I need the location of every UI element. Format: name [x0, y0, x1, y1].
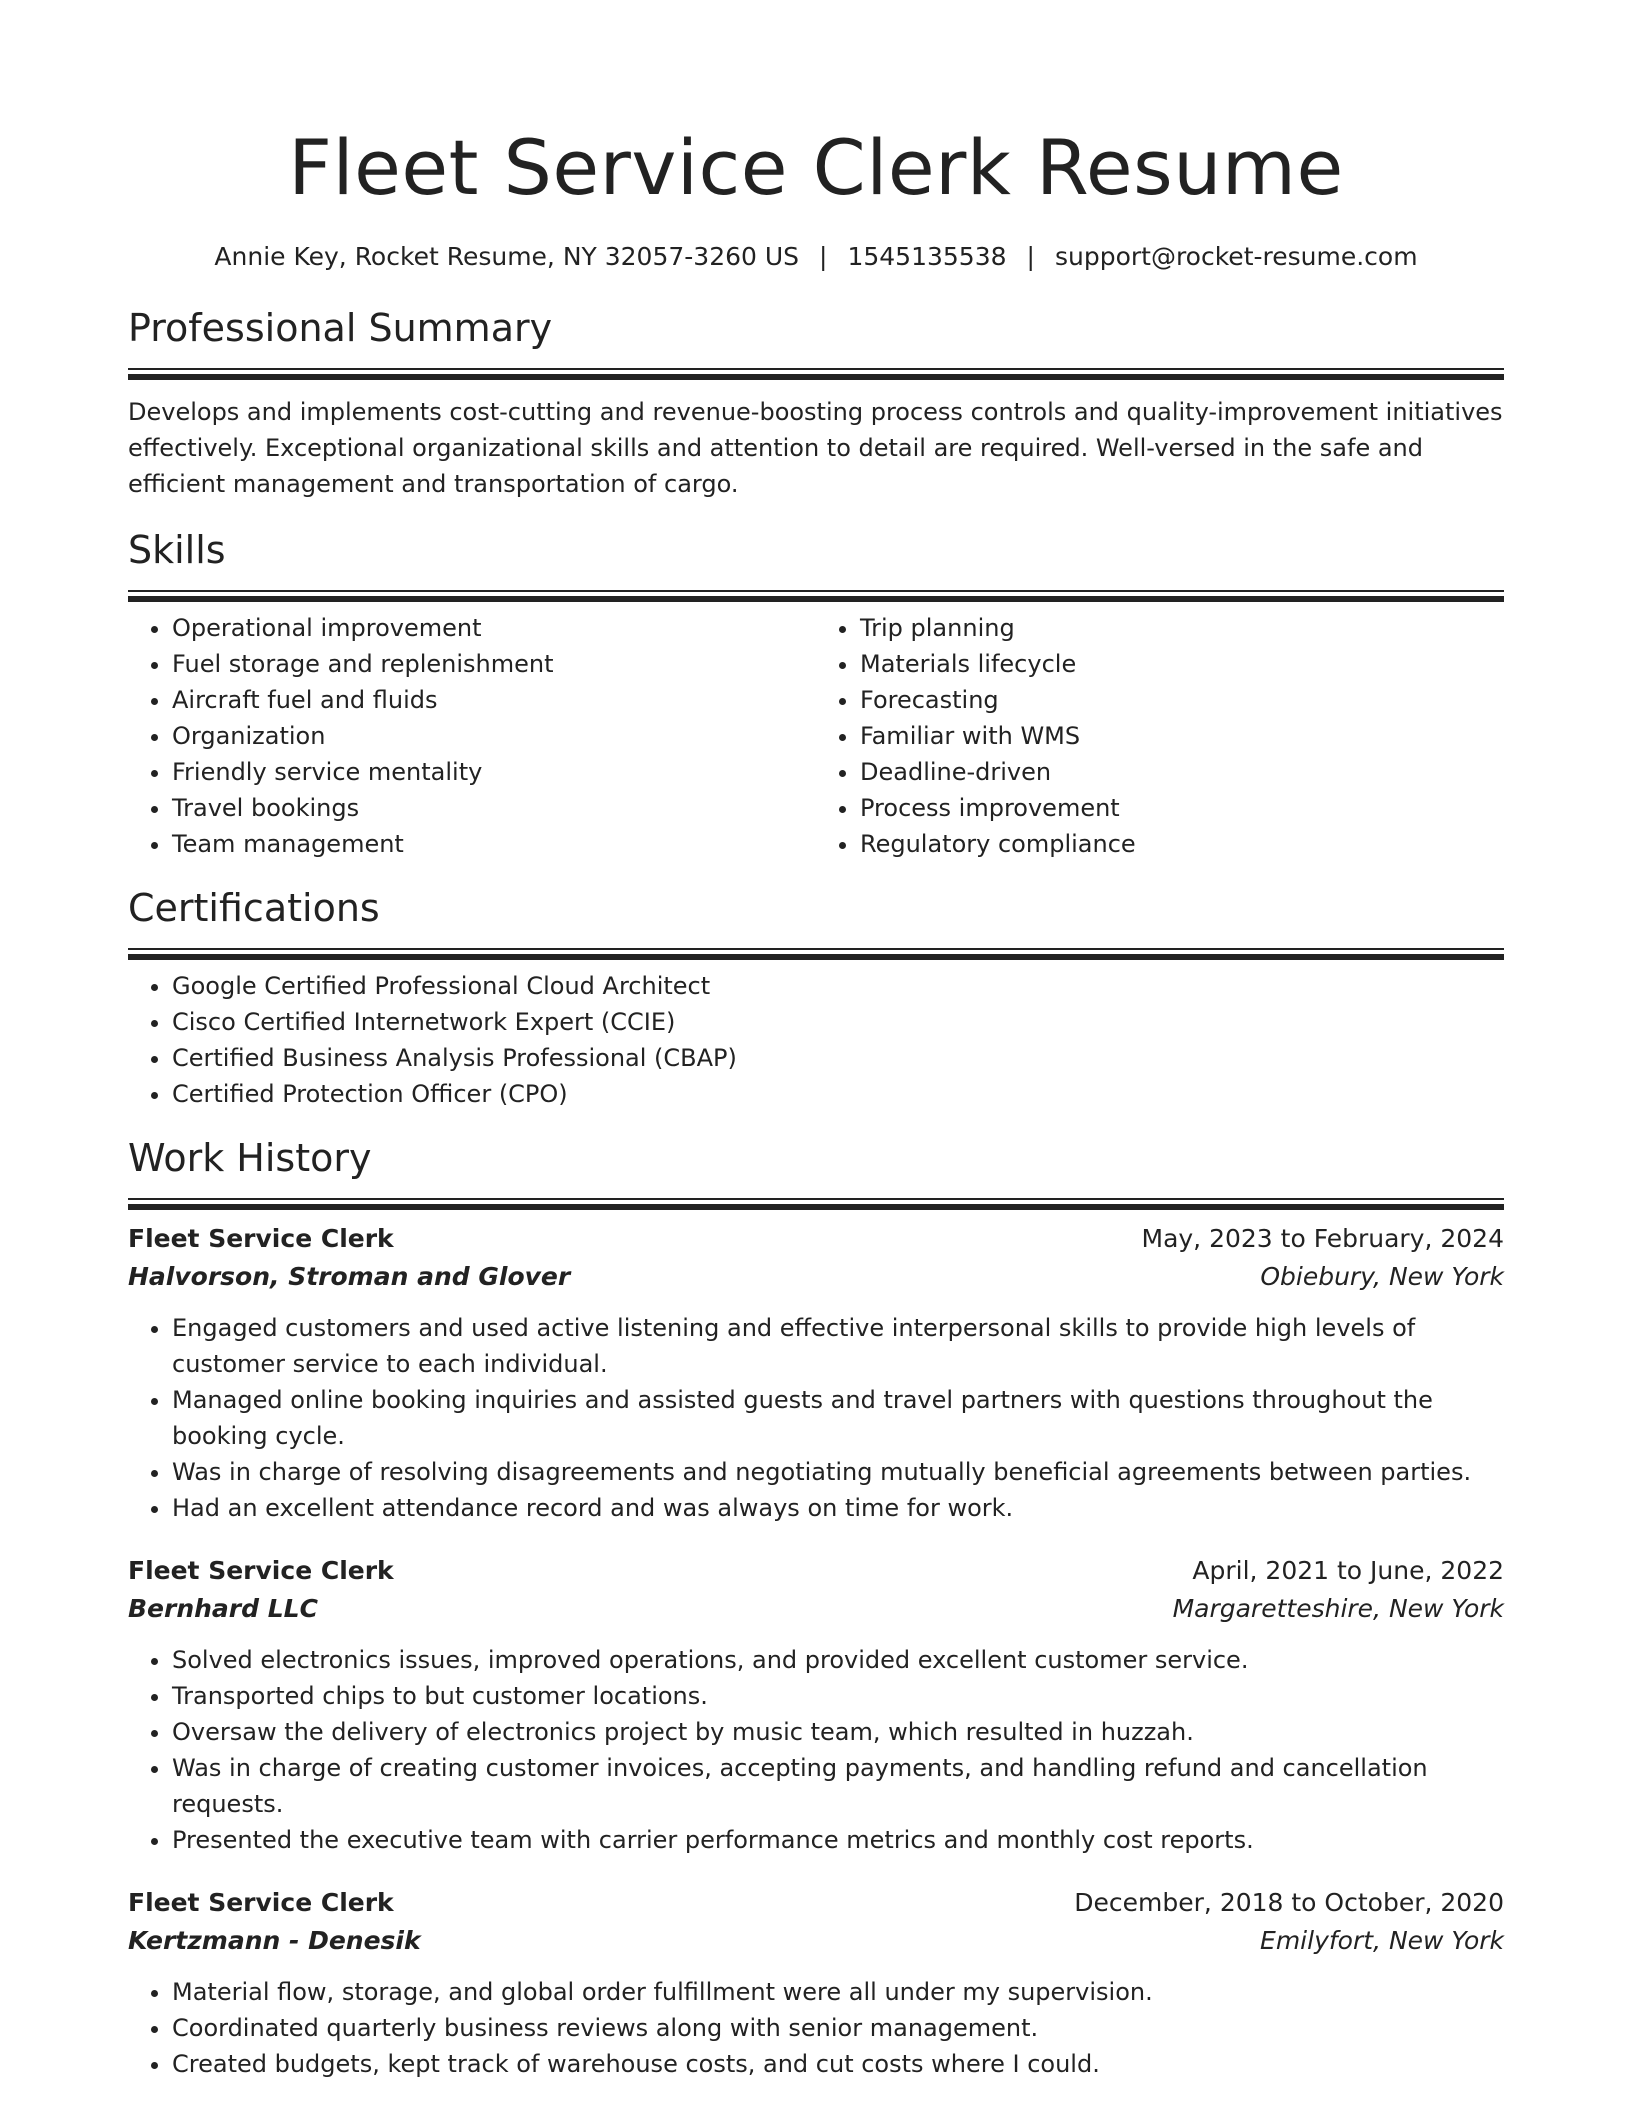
- job-header-row: [128, 1884, 1504, 1922]
- skill-item: • Organization: [172, 718, 816, 754]
- contact-phone: 1545135538: [847, 242, 1007, 271]
- job-bullet: • Engaged customers and used active listening and effective interpersonal skills to provide high levels of customer service to each individual.: [172, 1310, 1504, 1382]
- job-company-row: [128, 1922, 1504, 1960]
- job-location: Emilyfort, New York: [1260, 1926, 1504, 1955]
- work-history-section: [128, 1134, 1504, 2082]
- section-divider: [128, 1198, 1504, 1208]
- skill-item: • Trip planning: [860, 610, 1504, 646]
- skills-list-left: [128, 610, 816, 862]
- job-bullets: [128, 1642, 1504, 1858]
- job-dates: December, 2018 to October, 2020: [1074, 1888, 1504, 1917]
- job-company-row: [128, 1590, 1504, 1628]
- job-bullet: • Was in charge of creating customer invoices, accepting payments, and handling refund and cancellation requests.: [172, 1750, 1504, 1822]
- certification-item: • Google Certified Professional Cloud Architect: [172, 968, 1504, 1004]
- job-bullet: • Solved electronics issues, improved operations, and provided excellent customer service.: [172, 1642, 1504, 1678]
- skill-item: • Team management: [172, 826, 816, 862]
- job-location: Obiebury, New York: [1260, 1262, 1504, 1291]
- job-header-row: [128, 1552, 1504, 1590]
- job-bullet: • Material flow, storage, and global order fulfillment were all under my supervision.: [172, 1974, 1504, 2010]
- contact-separator: |: [1026, 242, 1035, 271]
- work-history-heading: Work History: [128, 1136, 372, 1180]
- skills-list-right: [816, 610, 1504, 862]
- contact-separator: |: [819, 242, 828, 271]
- job-entry: [128, 1552, 1504, 1858]
- section-divider: [128, 948, 1504, 958]
- certification-item: • Certified Protection Officer (CPO): [172, 1076, 1504, 1112]
- skill-item: • Operational improvement: [172, 610, 816, 646]
- job-company: Kertzmann - Denesik: [128, 1926, 421, 1955]
- summary-heading: Professional Summary: [128, 306, 553, 350]
- skills-grid: [128, 610, 1504, 862]
- certification-item: • Cisco Certified Internetwork Expert (CCIE): [172, 1004, 1504, 1040]
- job-company-row: [128, 1258, 1504, 1296]
- job-bullet: • Had an excellent attendance record and was always on time for work.: [172, 1490, 1504, 1526]
- job-bullet: • Presented the executive team with carrier performance metrics and monthly cost reports.: [172, 1822, 1504, 1858]
- skill-item: • Process improvement: [860, 790, 1504, 826]
- job-dates: April, 2021 to June, 2022: [1192, 1556, 1504, 1585]
- summary-text: Develops and implements cost-cutting and revenue-boosting process controls and quality-improvement initiatives effectively. Exceptional organizational skills and attention to detail are required. Well-versed in the safe and efficient management and transportation of cargo.: [128, 398, 1503, 498]
- job-title: Fleet Service Clerk: [128, 1224, 394, 1253]
- job-entry: [128, 1884, 1504, 2082]
- job-bullet: • Created budgets, kept track of warehouse costs, and cut costs where I could.: [172, 2046, 1504, 2082]
- summary-section: [128, 304, 1504, 502]
- skills-heading: Skills: [128, 528, 226, 572]
- skill-item: • Deadline-driven: [860, 754, 1504, 790]
- contact-address: Annie Key, Rocket Resume, NY 32057-3260 US: [214, 242, 800, 271]
- job-title: Fleet Service Clerk: [128, 1556, 394, 1585]
- job-bullet: • Transported chips to but customer locations.: [172, 1678, 1504, 1714]
- job-bullet: • Coordinated quarterly business reviews along with senior management.: [172, 2010, 1504, 2046]
- certification-item: • Certified Business Analysis Professional (CBAP): [172, 1040, 1504, 1076]
- skill-item: • Aircraft fuel and fluids: [172, 682, 816, 718]
- job-bullet: • Managed online booking inquiries and assisted guests and travel partners with questions throughout the booking cycle.: [172, 1382, 1504, 1454]
- job-company: Halvorson, Stroman and Glover: [128, 1262, 571, 1291]
- certifications-section: [128, 884, 1504, 1112]
- certifications-heading: Certifications: [128, 886, 380, 930]
- resume-title: Fleet Service Clerk Resume: [288, 123, 1344, 212]
- skill-item: • Familiar with WMS: [860, 718, 1504, 754]
- contact-line: [128, 240, 1504, 274]
- section-divider: [128, 590, 1504, 600]
- skill-item: • Friendly service mentality: [172, 754, 816, 790]
- skills-section: [128, 526, 1504, 862]
- skill-item: • Materials lifecycle: [860, 646, 1504, 682]
- contact-email: support@rocket-resume.com: [1054, 242, 1418, 271]
- job-bullet: • Oversaw the delivery of electronics project by music team, which resulted in huzzah.: [172, 1714, 1504, 1750]
- skill-item: • Fuel storage and replenishment: [172, 646, 816, 682]
- skill-item: • Forecasting: [860, 682, 1504, 718]
- job-header-row: [128, 1220, 1504, 1258]
- job-location: Margaretteshire, New York: [1172, 1594, 1504, 1623]
- skill-item: • Travel bookings: [172, 790, 816, 826]
- skill-item: • Regulatory compliance: [860, 826, 1504, 862]
- job-title: Fleet Service Clerk: [128, 1888, 394, 1917]
- certifications-list: [128, 968, 1504, 1112]
- section-divider: [128, 368, 1504, 378]
- job-dates: May, 2023 to February, 2024: [1141, 1224, 1504, 1253]
- job-company: Bernhard LLC: [128, 1594, 318, 1623]
- job-entry: [128, 1220, 1504, 1526]
- job-bullet: • Was in charge of resolving disagreements and negotiating mutually beneficial agreements between parties.: [172, 1454, 1504, 1490]
- job-bullets: [128, 1310, 1504, 1526]
- job-bullets: [128, 1974, 1504, 2082]
